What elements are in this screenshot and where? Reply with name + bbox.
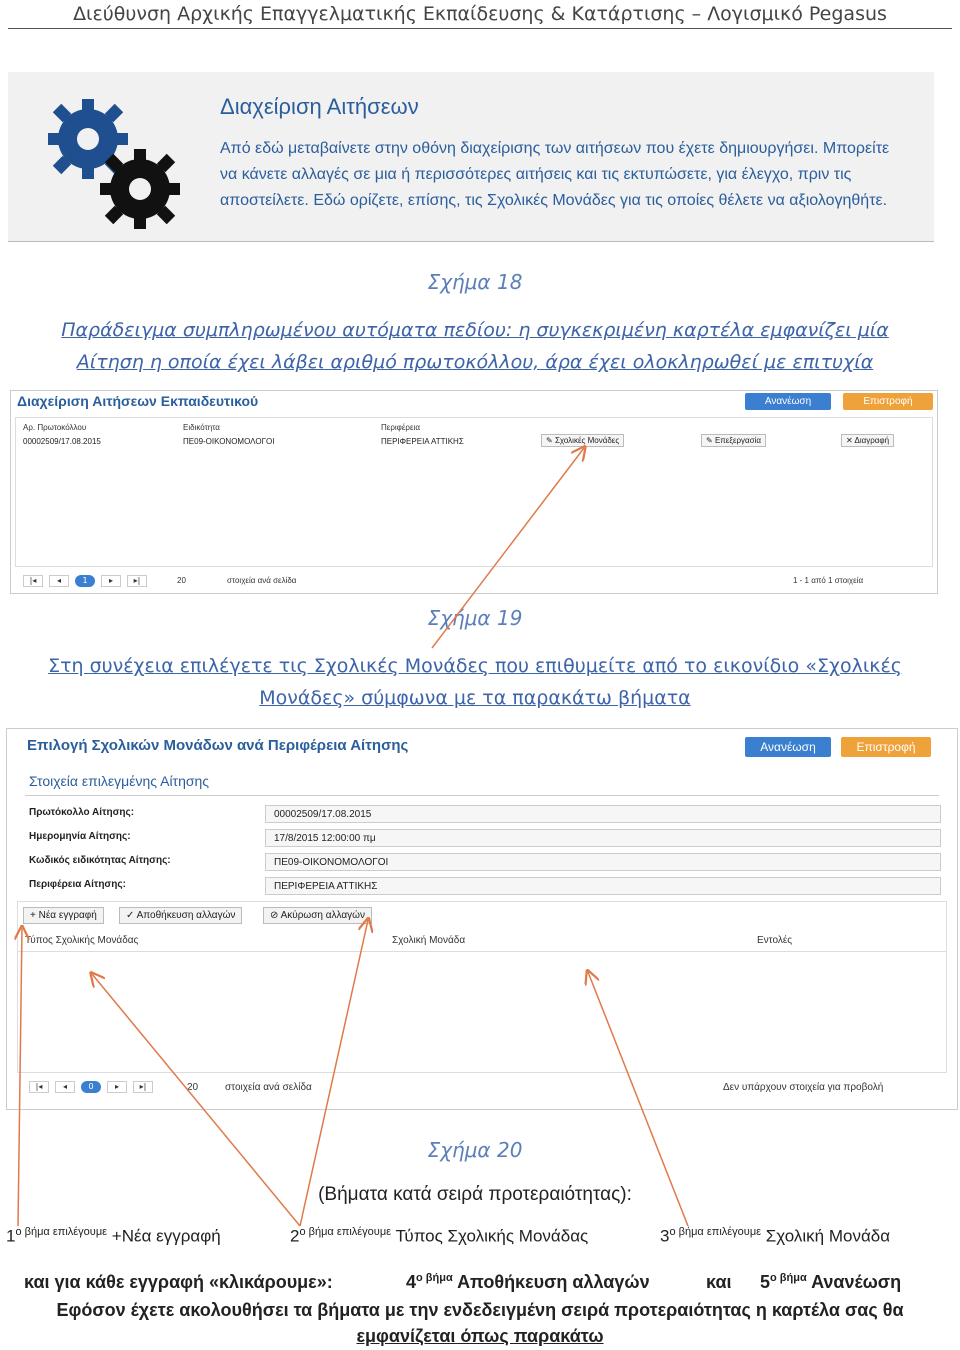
pager-last[interactable]: ▸| xyxy=(127,575,147,587)
figure-18-caption: Σχήμα 18 xyxy=(427,270,523,294)
shot1-title: Διαχείριση Αιτήσεων xyxy=(220,94,419,119)
step-3-sup: ο βήμα επιλέγουμε xyxy=(669,1226,762,1238)
shot3-title: Επιλογή Σχολικών Μονάδων ανά Περιφέρεια Αίτησης xyxy=(27,737,409,754)
step-1-sup: ο βήμα επιλέγουμε xyxy=(15,1226,108,1238)
step-3-number: 3 xyxy=(660,1226,670,1246)
refresh-button-2[interactable]: Ανανέωση xyxy=(745,737,831,757)
edit-label: Επεξεργασία xyxy=(714,436,762,445)
pager-first[interactable]: |◂ xyxy=(23,575,43,587)
step-2-text: Τύπος Σχολικής Μονάδας xyxy=(395,1226,589,1246)
new-record-button[interactable]: + Νέα εγγραφή xyxy=(23,907,104,924)
arrow-step2b xyxy=(300,920,368,1226)
delete-label: Διαγραφή xyxy=(854,436,890,445)
column-school-type[interactable]: Τύπος Σχολικής Μονάδας xyxy=(25,935,139,946)
page-header-title: Διεύθυνση Αρχικής Επαγγελματικής Εκπαίδευσης & Κατάρτισης – Λογισμικό Pegasus xyxy=(73,3,887,25)
back-button-2[interactable]: Επιστροφή xyxy=(841,737,931,757)
step-5-text: Ανανέωση xyxy=(811,1272,902,1292)
step-2-number: 2 xyxy=(290,1226,300,1246)
and-word: και xyxy=(706,1272,732,1292)
field-date: 17/8/2015 12:00:00 πμ xyxy=(265,829,941,847)
final-line-2: εμφανίζεται όπως παρακάτω xyxy=(356,1326,604,1346)
edit-button[interactable]: ✎ Επεξεργασία xyxy=(701,434,766,447)
school-units-label: Σχολικές Μονάδες xyxy=(554,436,620,445)
page-size-2[interactable]: 20 xyxy=(187,1082,199,1093)
step-2-sup: ο βήμα επιλέγουμε xyxy=(299,1226,392,1238)
arrow-to-school-units xyxy=(432,448,584,648)
column-commands: Εντολές xyxy=(757,935,793,946)
field-protocol: 00002509/17.08.2015 xyxy=(265,805,941,823)
column-school-unit[interactable]: Σχολική Μονάδα xyxy=(392,935,466,946)
label-region: Περιφέρεια Αίτησης: xyxy=(29,879,126,890)
label-protocol: Πρωτόκολλο Αίτησης: xyxy=(29,807,135,818)
column-protocol[interactable]: Αρ. Πρωτοκόλλου xyxy=(23,423,87,432)
field-specialty-code: ΠΕ09-ΟΙΚΟΝΟΜΟΛΟΓΟΙ xyxy=(265,853,941,871)
arrow-step2 xyxy=(92,974,300,1226)
step-1-text: +Νέα εγγραφή xyxy=(111,1226,221,1246)
page-size-label: στοιχεία ανά σελίδα xyxy=(227,576,297,585)
figure-19-caption: Σχήμα 19 xyxy=(427,606,523,630)
step-3-text: Σχολική Μονάδα xyxy=(765,1226,891,1246)
pager-next[interactable]: ▸ xyxy=(101,575,121,587)
label-specialty-code: Κωδικός ειδικότητας Αίτησης: xyxy=(29,855,171,866)
pager-current[interactable]: 1 xyxy=(75,575,95,587)
column-specialty[interactable]: Ειδικότητα xyxy=(183,423,220,432)
page-size-label-2: στοιχεία ανά σελίδα xyxy=(225,1082,312,1093)
cell-protocol: 00002509/17.08.2015 xyxy=(23,437,101,446)
figure-20-caption: Σχήμα 20 xyxy=(427,1138,523,1162)
step-5-number: 5 xyxy=(760,1272,771,1292)
pager-last-2[interactable]: ▸| xyxy=(133,1081,153,1093)
steps-title: (Βήματα κατά σειρά προτεραιότητας): xyxy=(318,1184,632,1205)
arrow-step1 xyxy=(18,928,22,1226)
step-4-number: 4 xyxy=(406,1272,417,1292)
label-date: Ημερομηνία Αίτησης: xyxy=(29,831,131,842)
line4-intro: και για κάθε εγγραφή «κλικάρουμε»: xyxy=(24,1272,333,1292)
shot2-title: Διαχείριση Αιτήσεων Εκπαιδευτικού xyxy=(17,393,259,409)
shot1-description: Από εδώ μεταβαίνετε στην οθόνη διαχείρισης των αιτήσεων που έχετε δημιουργήσει. Μπορείτε να κάνετε αλλαγές σε μια ή περισσότερες αιτήσεις και τις εκτυπώσετε, για έλεγχο, πριν τις αποστείλετε. Εδώ ορίζετε, επίσης, τις Σχολικές Μονάδες για τις οποίες θέλετε να αξιολογηθήτε. xyxy=(220,140,890,209)
field-region: ΠΕΡΙΦΕΡΕΙΑ ΑΤΤΙΚΗΣ xyxy=(265,877,941,895)
step-5-sup: ο βήμα xyxy=(770,1272,807,1284)
school-units-button[interactable]: ✎ Σχολικές Μονάδες xyxy=(541,434,624,447)
pager-current-2[interactable]: 0 xyxy=(81,1081,101,1093)
pager-first-2[interactable]: |◂ xyxy=(29,1081,49,1093)
page-info: 1 - 1 από 1 στοιχεία xyxy=(793,576,864,585)
column-region[interactable]: Περιφέρεια xyxy=(381,423,420,432)
step-4-text: Αποθήκευση αλλαγών xyxy=(457,1272,650,1292)
final-line-1: Εφόσον έχετε ακολουθήσει τα βήματα με την ενδεδειγμένη σειρά προτεραιότητας η καρτέλα σας θα xyxy=(56,1300,904,1320)
step-4-sup: ο βήμα xyxy=(416,1272,453,1284)
pager-next-2[interactable]: ▸ xyxy=(107,1081,127,1093)
cancel-changes-button[interactable]: ⊘ Ακύρωση αλλαγών xyxy=(263,907,372,924)
para2-line2: Μονάδες» σύμφωνα με τα παρακάτω βήματα xyxy=(259,687,691,709)
para2-line1: Στη συνέχεια επιλέγετε τις Σχολικές Μονάδες που επιθυμείτε από το εικονίδιο «Σχολικές xyxy=(48,655,902,677)
pager-prev[interactable]: ◂ xyxy=(49,575,69,587)
cell-region: ΠΕΡΙΦΕΡΕΙΑ ΑΤΤΙΚΗΣ xyxy=(381,437,464,446)
cell-specialty: ΠΕ09-ΟΙΚΟΝΟΜΟΛΟΓΟΙ xyxy=(183,437,275,446)
para1-line2: Αίτηση η οποία έχει λάβει αριθμό πρωτοκόλλου, άρα έχει ολοκληρωθεί με επιτυχία xyxy=(76,351,874,373)
shot3-subtitle: Στοιχεία επιλεγμένης Αίτησης xyxy=(29,773,210,789)
save-changes-button[interactable]: ✓ Αποθήκευση αλλαγών xyxy=(119,907,242,924)
page-size[interactable]: 20 xyxy=(177,576,186,585)
arrow-step3 xyxy=(588,972,688,1226)
refresh-button[interactable]: Ανανέωση xyxy=(745,393,831,410)
delete-button[interactable]: ✕ Διαγραφή xyxy=(841,434,894,447)
pager-prev-2[interactable]: ◂ xyxy=(55,1081,75,1093)
no-data-info: Δεν υπάρχουν στοιχεία για προβολή xyxy=(723,1082,884,1093)
para1-line1: Παράδειγμα συμπληρωμένου αυτόματα πεδίου: η συγκεκριμένη καρτέλα εμφανίζει μία xyxy=(61,319,889,341)
step-1-number: 1 xyxy=(6,1226,16,1246)
back-button[interactable]: Επιστροφή xyxy=(843,393,933,410)
